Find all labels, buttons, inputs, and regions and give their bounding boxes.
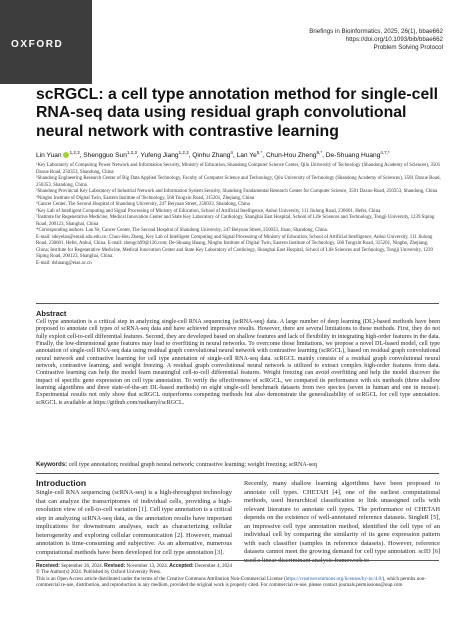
affiliation-line: ¹Key Laboratory of Computing Power Network and Information Security, Ministry of Education, Shandong Computer Science Center, Qilu University of Technology (Shandong Academy of Sciences), 3501 Daxue Road, 250353, Shandong, China — [36, 163, 441, 175]
introduction-heading: Introduction — [36, 478, 87, 488]
intro-right-column: Recently, many shallow learning algorithms have been proposed to annotate cell types. CHETAH [4], one of the earliest computational methods, used hierarchical classification to link unassigned cells with relevant literature to annotate cell types. The performance of CHETAH depends on the existence of well-annotated reference datasets. SingleR [5], an impressive cell type annotation method, identified the cell type of an individual cell by comparing the similarity of its gene expression pattern with each classifier (samples in reference datasets). However, reference datasets cannot meet the growing demand for cell type annotation. scID [6] used a linear discriminant analysis framework to — [244, 480, 440, 564]
publisher-name: OXFORD — [11, 39, 64, 50]
author-affiliation-marker: 6,* — [316, 150, 323, 155]
author-name: Lin Yuan — [36, 152, 62, 160]
author-name: Qinhu Zhang — [192, 152, 231, 160]
divider — [36, 560, 439, 561]
journal-citation: Briefings in Bioinformatics, 2025, 26(1), bbae662 — [309, 28, 443, 35]
copyright: © The Author(s) 2024. Published by Oxford University Press. — [36, 569, 162, 576]
author-name: Shengguo Sun — [83, 152, 127, 160]
oxford-logo — [0, 0, 92, 84]
license: This is an Open Access article distributed under the terms of the Creative Commons Attribution Non-Commercial License (https://creativecommons.org/licenses/by-nc/4.0/), which permits non-commercial re-use, distribution, and reproduction in any medium, provided the original work is properly cited. For commercial re-use, please contact journals.permissions@oup.com — [36, 575, 426, 588]
affiliation-line: ⁴Ningbo Institute of Digital Twin, Eastern Institute of Technology, 568 Tongxin Road, 315201, Zhejiang, China — [36, 195, 255, 201]
author-name: Yufeng Jiang — [140, 152, 179, 160]
affiliation-line: ⁶Key Lab of Intelligent Computing and Signal Processing of Ministry of Education, School of Artificial Intelligence, Anhui University, 111 Jiulong Road, 230601, Hefei, China — [36, 208, 381, 214]
affiliation-line: E-mail: sdeyelan@email.sdu.edu.cn; Chun-Hou Zheng, Key Lab of Intelligent Computing and Signal Processing of Ministry of Education, School of Artificial Intelligence, Anhui University, 111 Jiulong Road, 230601, Hefei, Anhui, China. E-mail: zhengch99@126.com; De-Shuang Huang, Ningbo Institute of Digital Twin, Eastern Institute of Technology, 568 Tongxin Road, 315201, Ningbo, Zhejiang, China; Institute for Regenerative Medicine, Medical Innovation Center and State Key Laboratory of Cardiology, Shanghai East Hospital, School of Life Sciences and Technology, Tongji University, 1239 Siping Road, 200123, Shanghai, China. — [36, 234, 433, 259]
intro-left-column: Single-cell RNA sequencing (scRNA-seq) is a high-throughput technology that can analyze the transcriptomes of individual cells, providing a high-resolution view of cell-to-cell variation [1]. Cell type annotation is a critical step in analyzing scRNA-seq data, as the annotation results have important implications for downstream analyses, such as characterizing cellular heterogeneity and exploring cellular communication [2]. However, manual annotation is time-consuming and subjective. As an alternative, numerous computational methods have been developed for cell type annotation [3]. — [36, 489, 232, 556]
affiliations — [36, 163, 442, 267]
author-affiliation-marker: 4 — [230, 150, 233, 155]
orcid-icon[interactable] — [63, 152, 69, 158]
abstract-heading: Abstract — [36, 309, 67, 318]
article-title: scRGCL: a cell type annotation method for single-cell RNA-seq data using residual graph convolutional neural network with contrastive learning — [36, 86, 439, 140]
keywords-label: Keywords: — [36, 461, 68, 468]
divider — [36, 473, 439, 474]
author-affiliation-marker: 1,2,3 — [178, 150, 189, 155]
affiliation-line: ⁷Institute for Regenerative Medicine, Medical Innovation Center and State Key Laboratory of Cardiology, Shanghai East Hospital, School of Life Sciences and Technology, Tongji University, 1239 Siping Road, 200123, Shanghai, China — [36, 215, 435, 227]
author-list: Lin Yuan $^{1,2,3}$, Shengguo Sun$^{1,2,3}$, Yufeng Jiang$^{1,2,3}$, Qinhu Zhang$^4$, Lan $Ye^{5,*}$, Chun-Hou Zheng$^{6,*}$, De-Shuang Huang$^{4,7,*}$ — [36, 150, 390, 160]
author-affiliation-marker: 5,* — [256, 150, 263, 155]
keywords-text: cell type annotation; residual graph neural network; contrastive learning; weight freezing; scRNA-seq — [68, 462, 317, 468]
author-affiliation-marker: 1,2,3 — [126, 150, 137, 155]
divider — [36, 303, 439, 304]
affiliation-line: ⁵Cancer Center, The Second Hospital of Shandong University, 247 Beiyuan Street, 250033, Shandong, China — [36, 202, 250, 207]
article-type: Problem Solving Protocol — [373, 44, 443, 51]
affiliation-line: E-mail: dshuang@eias.ac.cn — [36, 260, 92, 266]
license-link[interactable]: https://creativecommons.org/licenses/by-nc/4.0/ — [285, 575, 383, 582]
author-affiliation-marker: 1,2,3 — [69, 150, 80, 155]
affiliation-line: *Corresponding authors. Lan Ye, Cancer Center, The Second Hospital of Shandong University, 247 Beiyuan Street, 250033, Jinan, Shandong, China. — [36, 228, 328, 233]
doi-link[interactable]: https://doi.org/10.1093/bib/bbae662 — [345, 36, 443, 43]
publication-footer — [36, 563, 440, 588]
author-name: Chun-Hou Zheng — [265, 152, 317, 160]
author-name: Lan Ye — [236, 152, 257, 160]
affiliation-line: ²Shandong Engineering Research Center of Big Data Applied Technology, Faculty of Computer Science and Technology, Qilu University of Technology (Shandong Academy of Sciences), 3501 Daxue Road, 250353, Shandong, China — [36, 176, 441, 188]
author-affiliation-marker: 4,7,* — [380, 150, 390, 155]
dates-line: Received: September 26, 2024. Revised: November 13, 2024. Accepted: December 4, 2024 — [36, 563, 233, 569]
affiliation-line: ³Shandong Provincial Key Laboratory of Industrial Network and Information System Security, Shandong Fundamental Research Center for Computer Science, 3501 Daxue Road, 250353, Shandong, China — [36, 189, 438, 194]
keywords — [36, 461, 440, 469]
author-name: De-Shuang Huang — [325, 152, 381, 160]
abstract-text: Cell type annotation is a critical step in analyzing single-cell RNA sequencing (scRNA-seq) data. A large number of deep learning (DL)-based methods have been proposed to annotate cell types of scRNA-seq data and have achieved impressive results. However, there are several limitations to these methods. First, they do not fully exploit cell-to-cell differential features. Second, they are developed based on shallow features and lack of flexibility in integrating high-order features in the data. Finally, the low-dimensional gene features may lead to overfitting in neural networks. To overcome those limitations, we propose a novel DL-based model, cell type annotation of single-cell RNA-seq data using residual graph convolutional neural network with contrastive learning (scRGCL), based on residual graph convolutional neural network and contrastive learning for cell type annotation of single-cell RNA-seq data. scRGCL mainly consists of a residual graph convolutional neural network, contrastive learning, and weight freezing. A residual graph convolutional neural network is utilized to extract complex high-order features from data. Contrastive learning can help the model learn meaningful cell-to-cell differential features. Weight freezing can avoid overfitting and help the model discover the impact of specific gene expression on cell type annotation. To verify the effectiveness of scRGCL, we compared its performance with six methods (three shallow learning algorithms and three state-of-the-art DL-based methods) on eight single-cell benchmark datasets from two species (seven in human and one in mouse). Experimental results not only show that scRGCL outperforms competing methods but also demonstrate the generalizability of scRGCL for cell type annotation. scRGCL is available at https://github.com/nathanyl/scRGCL. — [36, 319, 440, 406]
